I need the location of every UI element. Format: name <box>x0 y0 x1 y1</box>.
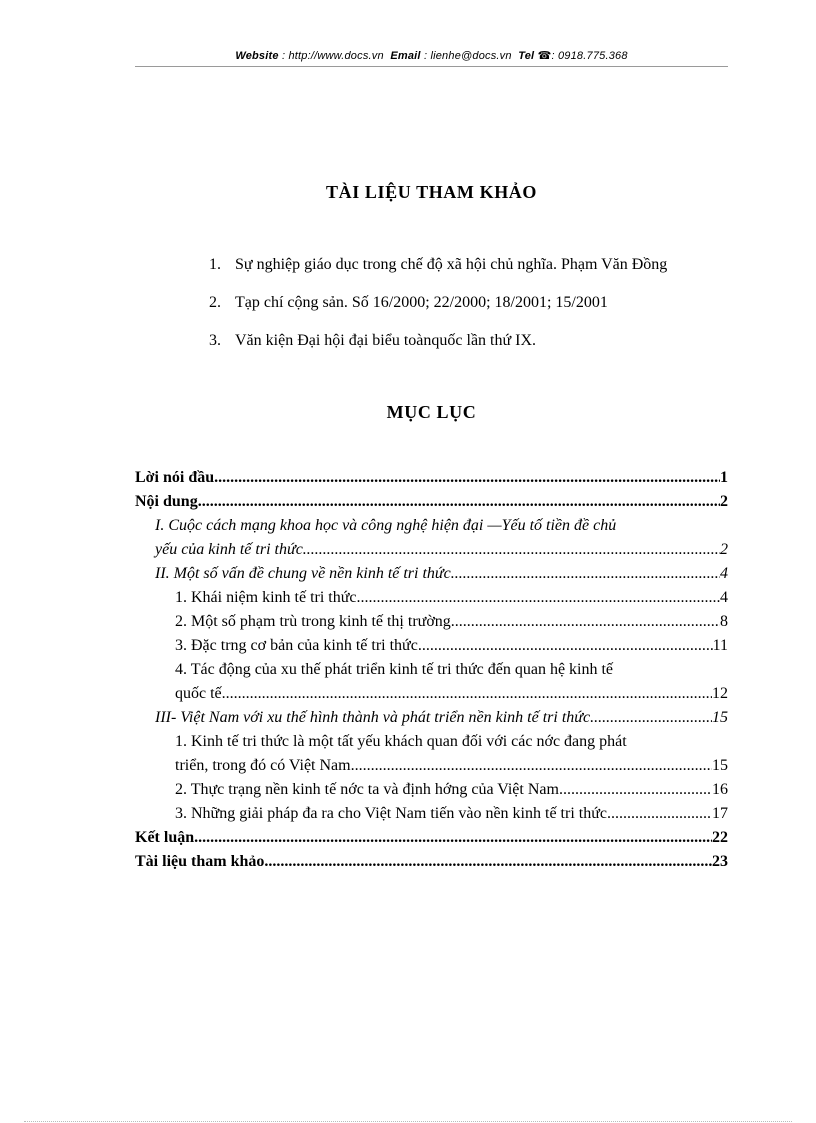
toc-page-number: 15 <box>712 709 728 726</box>
toc-page-number: 12 <box>712 685 728 702</box>
reference-text: Văn kiện Đại hội đại biểu toànquốc lần thứ IX. <box>235 332 537 349</box>
toc-entry-references[interactable] <box>135 850 728 874</box>
reference-number: 2. <box>209 294 221 311</box>
reference-number: 1. <box>209 256 221 273</box>
page-bottom-border <box>24 1121 792 1122</box>
toc-entry-label-line2: triển, trong đó có Việt Nam <box>175 757 351 774</box>
toc-entry-section-2-2[interactable] <box>135 610 728 634</box>
toc-title: MỤC LỤC <box>386 402 477 422</box>
email-label: Email <box>390 50 421 62</box>
reference-text: Sự nghiệp giáo dục trong chế độ xã hội chủ nghĩa. Phạm Văn Đồng <box>235 256 668 273</box>
phone-icon: ☎ <box>537 50 552 62</box>
toc-entry-label: 2. Thực trạng nền kinh tế nớc ta và định hớng của Việt Nam <box>175 781 559 798</box>
toc-entry-section-3[interactable] <box>135 706 728 730</box>
toc-entry-section-2-4[interactable] <box>135 658 728 706</box>
toc-page-number: 16 <box>712 781 728 798</box>
toc-entry-section-3-2[interactable] <box>135 778 728 802</box>
toc-entry-label: 2. Một số phạm trù trong kinh tế thị trường <box>175 613 451 630</box>
tel-value: : 0918.775.368 <box>551 50 628 62</box>
reference-number: 3. <box>209 332 221 349</box>
toc-entry-label-line1: 4. Tác động của xu thế phát triển kinh tế tri thức đến quan hệ kinh tế <box>175 661 614 678</box>
website-value: : http://www.docs.vn <box>281 50 384 62</box>
toc-entry-label: 1. Khái niệm kinh tế tri thức <box>175 589 357 606</box>
page-header <box>135 49 728 62</box>
toc-entry-label: 3. Những giải pháp đa ra cho Việt Nam tiến vào nền kinh tế tri thức <box>175 805 607 822</box>
references-title: TÀI LIỆU THAM KHẢO <box>326 182 537 202</box>
toc-entry-section-2-3[interactable] <box>135 634 728 658</box>
toc-entry-label-line1: I. Cuộc cách mạng khoa học và công nghệ hiện đại —Yếu tố tiền đề chủ <box>155 517 617 534</box>
toc-entry-label-line2: quốc tế <box>175 685 222 702</box>
toc-entry-label-line2: yếu của kinh tế tri thức <box>155 541 303 558</box>
toc-page-number: 17 <box>712 805 728 822</box>
toc-entry-label: III- Việt Nam với xu thế hình thành và phát triển nền kinh tế tri thức <box>155 709 591 726</box>
toc-entry-section-1[interactable] <box>135 514 728 562</box>
reference-item <box>209 253 729 277</box>
toc-page-number: 4 <box>720 589 728 606</box>
header-divider <box>135 66 728 67</box>
toc-entry-label: 3. Đặc trng cơ bản của kinh tế tri thức <box>175 637 418 654</box>
toc-page-number: 22 <box>712 829 728 846</box>
email-value: : lienhe@docs.vn <box>423 50 512 62</box>
toc-page-number: 1 <box>720 469 728 486</box>
toc-entry-label: Lời nói đầu <box>135 469 215 486</box>
toc-page-number: 8 <box>720 613 728 630</box>
toc-entry-conclusion[interactable] <box>135 826 728 850</box>
tel-label: Tel <box>518 50 535 62</box>
website-label: Website <box>235 50 279 62</box>
toc-page-number: 2 <box>720 493 728 510</box>
toc-entry-label: II. Một số vấn đề chung về nền kinh tế tri thức <box>155 565 451 582</box>
toc-page-number: 4 <box>720 565 728 582</box>
table-of-contents <box>135 466 728 874</box>
references-list <box>209 253 729 367</box>
toc-entry-section-3-1[interactable] <box>135 730 728 778</box>
toc-page-number: 2 <box>720 541 728 558</box>
reference-text: Tạp chí cộng sản. Số 16/2000; 22/2000; 18/2001; 15/2001 <box>235 294 608 311</box>
toc-entry-label: Tài liệu tham khảo <box>135 853 265 870</box>
toc-entry-section-2[interactable] <box>135 562 728 586</box>
reference-item <box>209 329 729 353</box>
toc-entry-intro[interactable] <box>135 466 728 490</box>
reference-item <box>209 291 729 315</box>
toc-entry-label: Nội dung <box>135 493 198 510</box>
toc-entry-section-2-1[interactable] <box>135 586 728 610</box>
toc-page-number: 15 <box>712 757 728 774</box>
toc-entry-section-3-3[interactable] <box>135 802 728 826</box>
toc-page-number: 23 <box>712 853 728 870</box>
toc-page-number: 11 <box>712 637 728 654</box>
toc-entry-label-line1: 1. Kinh tế tri thức là một tất yếu khách quan đối với các nớc đang phát <box>175 733 627 750</box>
toc-entry-label: Kết luận <box>135 829 195 846</box>
toc-entry-content[interactable] <box>135 490 728 514</box>
